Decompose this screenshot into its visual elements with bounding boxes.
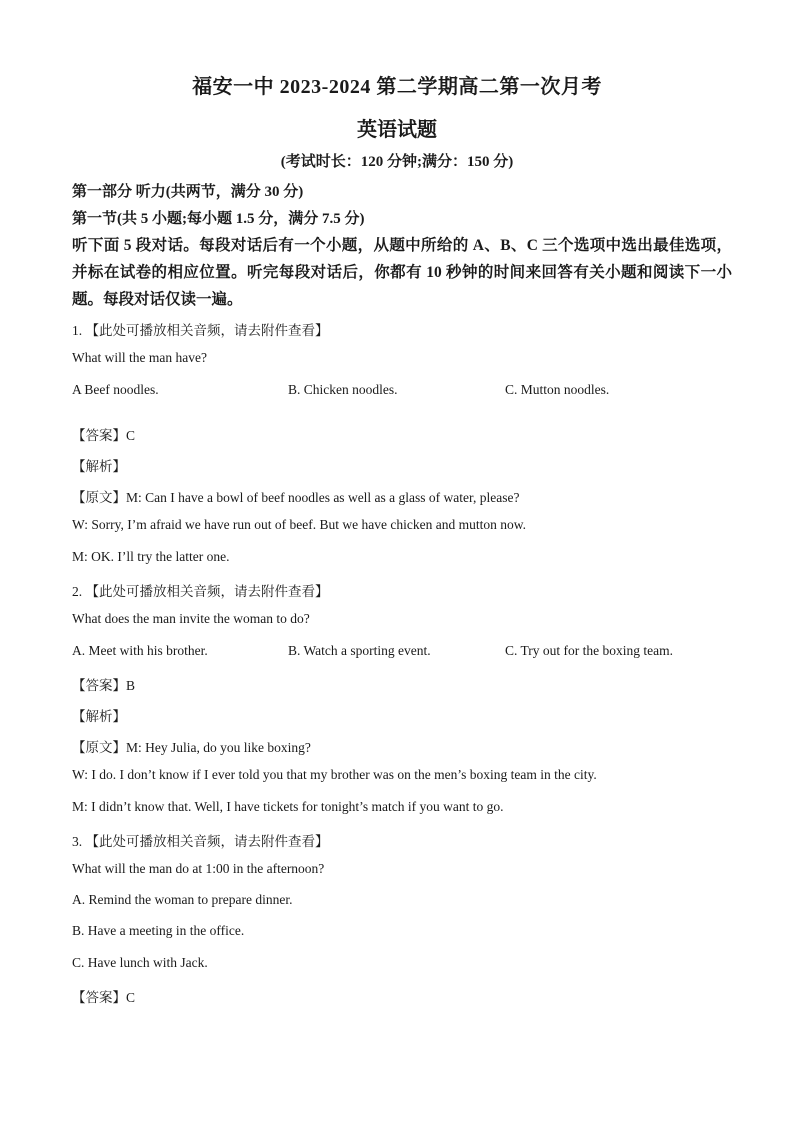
- question-2-option-c: C. Try out for the boxing team.: [505, 643, 673, 658]
- question-1-option-c: C. Mutton noodles.: [505, 382, 610, 397]
- question-1-option-b: B. Chicken noodles.: [288, 382, 398, 397]
- question-3-option-c: C. Have lunch with Jack.: [72, 955, 208, 970]
- question-1-text: What will the man have?: [72, 350, 207, 365]
- question-2-option-b: B. Watch a sporting event.: [288, 643, 431, 658]
- instructions: 听下面 5 段对话。每段对话后有一个小题，从题中所给的 A、B、C 三个选项中选出最佳选项，并标在试卷的相应位置。听完每段对话后，你都有 10 秒钟的时间来回答有关小题和阅读下一小题。每段对话仅读一遍。: [72, 237, 732, 308]
- question-1-transcript-line: W: Sorry, I’m afraid we have run out of beef. But we have chicken and mutton now.: [72, 517, 526, 532]
- question-1-header: 1. 【此处可播放相关音频，请去附件查看】: [72, 323, 329, 338]
- question-1-transcript-line: M: OK. I’ll try the latter one.: [72, 549, 230, 564]
- question-2-text: What does the man invite the woman to do?: [72, 611, 310, 626]
- question-2-analysis: 【解析】: [72, 709, 126, 724]
- question-2-answer: 【答案】B: [72, 678, 136, 693]
- question-3-answer: 【答案】C: [72, 990, 136, 1005]
- question-2-transcript-line: W: I do. I don’t know if I ever told you that my brother was on the men’s boxing team in the city.: [72, 767, 597, 782]
- exam-info: (考试时长：120 分钟;满分：150 分): [280, 154, 514, 170]
- question-2-header: 2. 【此处可播放相关音频，请去附件查看】: [72, 584, 329, 599]
- question-1-analysis: 【解析】: [72, 459, 126, 474]
- question-3-text: What will the man do at 1:00 in the afternoon?: [72, 861, 325, 876]
- question-2-option-a: A. Meet with his brother.: [72, 643, 208, 658]
- question-1-option-a: A Beef noodles.: [72, 382, 159, 397]
- question-2-transcript-line: M: I didn’t know that. Well, I have tickets for tonight’s match if you want to go.: [72, 799, 504, 814]
- question-3-header: 3. 【此处可播放相关音频，请去附件查看】: [72, 834, 329, 849]
- question-1-answer: 【答案】C: [72, 428, 136, 443]
- question-3-option-a: A. Remind the woman to prepare dinner.: [72, 892, 293, 907]
- question-2-transcript-line: 【原文】M: Hey Julia, do you like boxing?: [72, 740, 311, 755]
- question-3-option-b: B. Have a meeting in the office.: [72, 923, 245, 938]
- question-1-transcript-line: 【原文】M: Can I have a bowl of beef noodles as well as a glass of water, please?: [72, 490, 520, 505]
- part-heading: 第一部分 听力(共两节，满分 30 分): [72, 184, 304, 200]
- section-heading: 第一节(共 5 小题;每小题 1.5 分，满分 7.5 分): [72, 211, 365, 227]
- exam-subtitle: 英语试题: [357, 119, 437, 141]
- exam-title: 福安一中 2023-2024 第二学期高二第一次月考: [192, 76, 602, 98]
